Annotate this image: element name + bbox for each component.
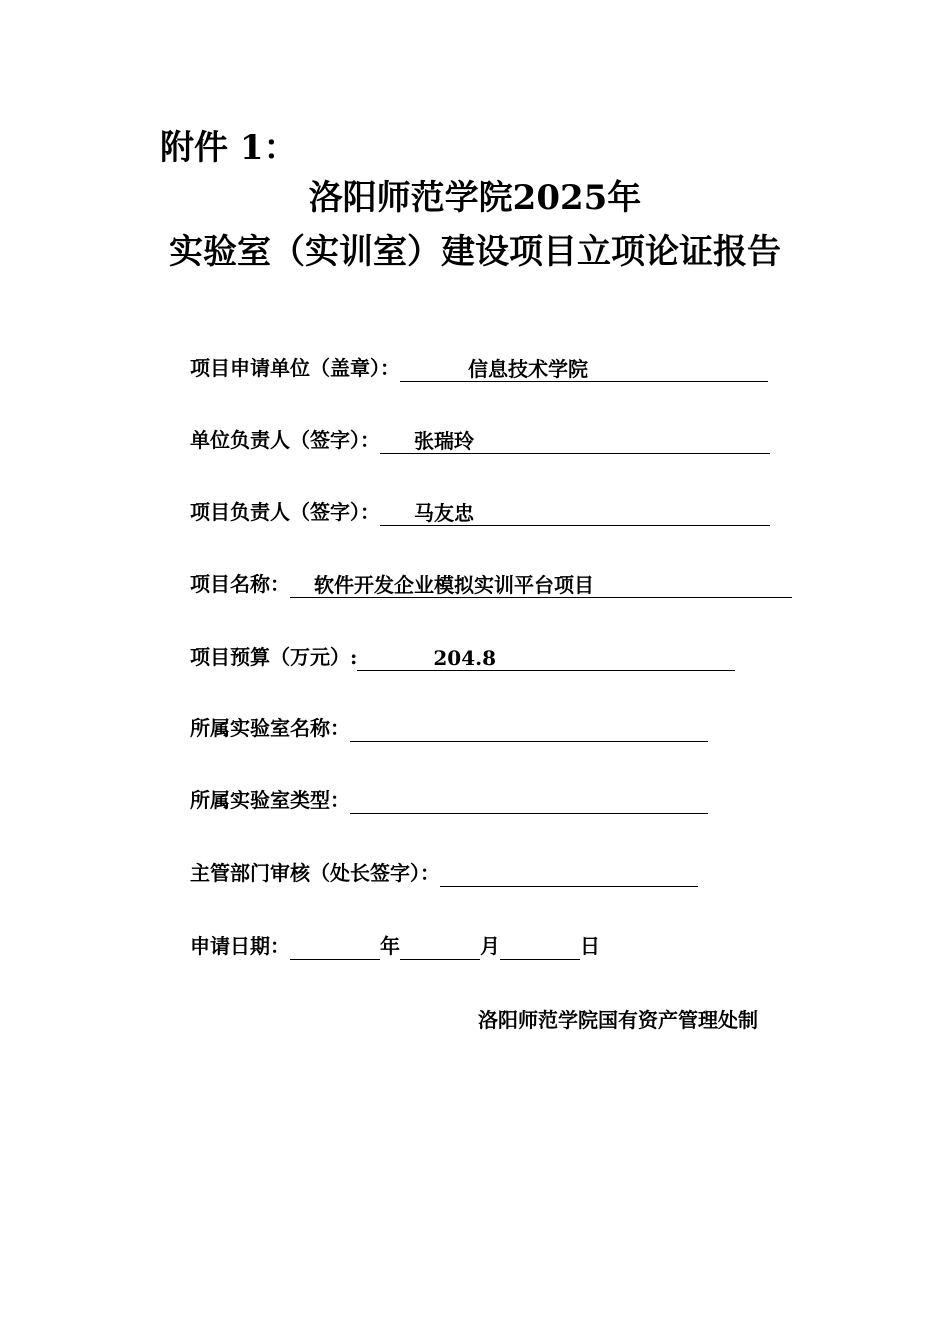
unit-head-row [190,420,770,454]
report-title-line2: 实验室（实训室）建设项目立项论证报告 [169,232,781,272]
project-head-field[interactable] [380,498,770,526]
lab-type-row [190,780,708,814]
project-head-row [190,492,770,526]
lab-name-row [190,708,708,742]
lab-name-label: 所属实验室名称： [190,716,350,740]
date-day-field[interactable] [500,932,580,960]
project-name-field[interactable] [290,570,792,598]
project-head-label: 项目负责人（签字）： [190,500,380,524]
date-year-label: 年 [380,934,400,958]
unit-label: 项目申请单位（盖章）： [190,356,400,380]
unit-value: 信息技术学院 [468,357,588,381]
lab-type-field[interactable] [350,786,708,814]
budget-label: 项目预算（万元）: [190,645,358,669]
date-row [190,926,600,960]
project-name-label: 项目名称： [190,572,290,596]
lab-name-field[interactable] [350,714,708,742]
date-month-label: 月 [480,934,500,958]
unit-field[interactable] [400,354,768,382]
date-day-label: 日 [580,934,600,958]
dept-review-field[interactable] [440,859,698,887]
project-name-value: 软件开发企业模拟实训平台项目 [314,573,594,597]
lab-type-label: 所属实验室类型： [190,788,350,812]
budget-field[interactable] [357,643,735,671]
unit-row [190,348,768,382]
dept-review-row [190,853,698,887]
unit-head-value: 张瑞玲 [414,429,474,453]
date-year-field[interactable] [290,932,380,960]
dept-review-label: 主管部门审核（处长签字）： [190,861,440,885]
budget-row [190,637,735,671]
unit-head-field[interactable] [380,426,770,454]
unit-head-label: 单位负责人（签字）： [190,428,380,452]
project-head-value: 马友忠 [414,501,474,525]
budget-value: 204.8 [433,646,497,670]
footer-issuer: 洛阳师范学院国有资产管理处制 [478,1008,758,1032]
date-month-field[interactable] [400,932,480,960]
project-name-row [190,564,792,598]
date-label: 申请日期： [190,934,290,958]
report-title-line1: 洛阳师范学院2025年 [308,178,642,218]
attachment-label: 附件 1： [160,128,298,168]
